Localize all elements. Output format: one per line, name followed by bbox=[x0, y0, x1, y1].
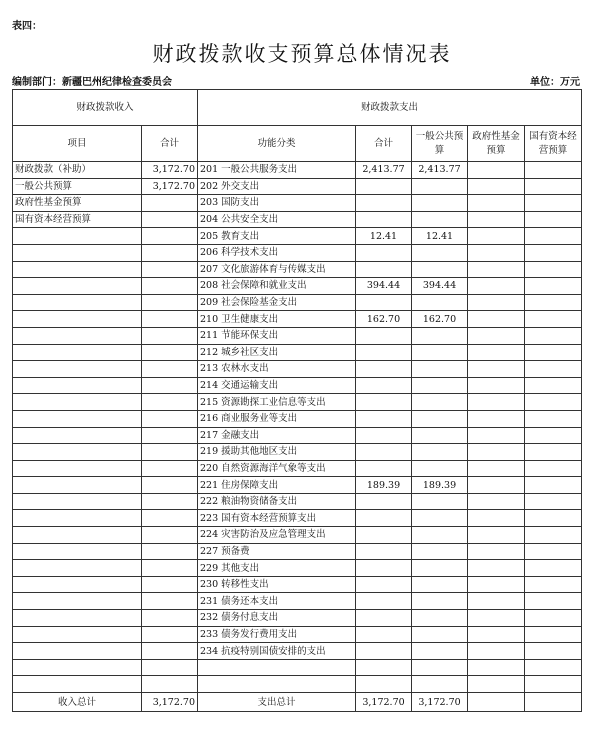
expense-total-cell bbox=[356, 626, 412, 643]
table-row bbox=[13, 178, 582, 195]
general-budget-cell bbox=[412, 427, 468, 444]
soe-budget-cell bbox=[525, 195, 582, 212]
table-row bbox=[13, 543, 582, 560]
fund-budget-cell bbox=[468, 361, 525, 378]
income-item-cell bbox=[13, 327, 142, 344]
expense-total-cell bbox=[356, 178, 412, 195]
general-budget-cell: 12.41 bbox=[412, 228, 468, 245]
general-budget-cell bbox=[412, 178, 468, 195]
income-item-cell bbox=[13, 576, 142, 593]
income-amount-cell bbox=[142, 211, 198, 228]
general-budget-header: 一般公共预算 bbox=[412, 126, 468, 162]
income-amount-cell bbox=[142, 460, 198, 477]
income-amount-cell bbox=[142, 626, 198, 643]
expense-total-cell: 189.39 bbox=[356, 477, 412, 494]
general-budget-cell: 2,413.77 bbox=[412, 162, 468, 179]
expense-total-cell bbox=[356, 294, 412, 311]
income-amount-cell bbox=[142, 377, 198, 394]
soe-budget-cell bbox=[525, 643, 582, 660]
income-item-cell bbox=[13, 493, 142, 510]
income-amount-cell bbox=[142, 244, 198, 261]
expense-category-cell: 224 灾害防治及应急管理支出 bbox=[198, 527, 356, 544]
expense-category-cell: 212 城乡社区支出 bbox=[198, 344, 356, 361]
soe-budget-cell bbox=[525, 444, 582, 461]
soe-budget-cell bbox=[525, 278, 582, 295]
fund-budget-cell bbox=[468, 626, 525, 643]
income-item-cell bbox=[13, 610, 142, 627]
general-budget-cell bbox=[412, 560, 468, 577]
soe-budget-header: 国有资本经营预算 bbox=[525, 126, 582, 162]
expense-category-cell: 232 债务付息支出 bbox=[198, 610, 356, 627]
table-row bbox=[13, 244, 582, 261]
table-row bbox=[13, 211, 582, 228]
table-row bbox=[13, 560, 582, 577]
table-row bbox=[13, 444, 582, 461]
soe-budget-cell bbox=[525, 493, 582, 510]
table-row bbox=[13, 510, 582, 527]
expense-category-cell: 213 农林水支出 bbox=[198, 361, 356, 378]
soe-budget-cell bbox=[525, 327, 582, 344]
income-total-amount: 3,172.70 bbox=[142, 693, 198, 712]
fund-budget-cell bbox=[468, 278, 525, 295]
table-row bbox=[13, 294, 582, 311]
general-budget-cell bbox=[412, 527, 468, 544]
table-row bbox=[13, 643, 582, 660]
income-item-cell bbox=[13, 659, 142, 676]
income-item-cell bbox=[13, 626, 142, 643]
soe-budget-cell bbox=[525, 560, 582, 577]
expense-category-cell: 223 国有资本经营预算支出 bbox=[198, 510, 356, 527]
expense-category-cell bbox=[198, 659, 356, 676]
soe-budget-cell bbox=[525, 178, 582, 195]
table-row bbox=[13, 676, 582, 693]
expense-category-cell: 222 粮油物资储备支出 bbox=[198, 493, 356, 510]
expense-total-cell: 162.70 bbox=[356, 311, 412, 328]
table-row bbox=[13, 311, 582, 328]
general-budget-cell bbox=[412, 460, 468, 477]
fund-budget-cell bbox=[468, 162, 525, 179]
expense-category-cell: 221 住房保障支出 bbox=[198, 477, 356, 494]
income-amount-cell bbox=[142, 610, 198, 627]
item-header: 项目 bbox=[13, 126, 142, 162]
expense-total-cell bbox=[356, 576, 412, 593]
expense-total-cell bbox=[356, 643, 412, 660]
expense-total-cell bbox=[356, 195, 412, 212]
income-amount-cell bbox=[142, 361, 198, 378]
fund-budget-cell bbox=[468, 444, 525, 461]
expense-total-cell bbox=[356, 344, 412, 361]
income-item-cell bbox=[13, 361, 142, 378]
expense-category-cell: 203 国防支出 bbox=[198, 195, 356, 212]
general-budget-cell bbox=[412, 410, 468, 427]
income-item-cell bbox=[13, 278, 142, 295]
income-amount-cell bbox=[142, 294, 198, 311]
general-budget-cell bbox=[412, 294, 468, 311]
general-budget-cell bbox=[412, 659, 468, 676]
general-budget-cell bbox=[412, 543, 468, 560]
income-amount-cell bbox=[142, 593, 198, 610]
header-row-columns bbox=[13, 126, 582, 162]
expense-category-cell: 202 外交支出 bbox=[198, 178, 356, 195]
page-title: 财政拨款收支预算总体情况表 bbox=[152, 42, 452, 66]
soe-budget-cell bbox=[525, 244, 582, 261]
general-budget-total: 3,172.70 bbox=[412, 693, 468, 712]
unit-label: 单位：万元 bbox=[530, 77, 580, 88]
soe-budget-cell bbox=[525, 610, 582, 627]
expense-category-cell: 229 其他支出 bbox=[198, 560, 356, 577]
income-item-cell bbox=[13, 261, 142, 278]
fund-budget-cell bbox=[468, 178, 525, 195]
general-budget-cell bbox=[412, 493, 468, 510]
income-item-cell: 国有资本经营预算 bbox=[13, 211, 142, 228]
fund-budget-cell bbox=[468, 460, 525, 477]
fund-budget-cell bbox=[468, 510, 525, 527]
income-amount-cell bbox=[142, 344, 198, 361]
fund-budget-cell bbox=[468, 643, 525, 660]
income-item-cell bbox=[13, 377, 142, 394]
income-item-cell bbox=[13, 410, 142, 427]
income-item-cell bbox=[13, 460, 142, 477]
table-row bbox=[13, 278, 582, 295]
income-item-cell: 政府性基金预算 bbox=[13, 195, 142, 212]
income-total-label: 收入总计 bbox=[13, 693, 142, 712]
table-row bbox=[13, 477, 582, 494]
expense-total-cell bbox=[356, 593, 412, 610]
expense-category-cell: 217 金融支出 bbox=[198, 427, 356, 444]
expense-total-cell bbox=[356, 211, 412, 228]
soe-budget-cell bbox=[525, 344, 582, 361]
general-budget-cell bbox=[412, 626, 468, 643]
income-item-cell bbox=[13, 643, 142, 660]
income-item-cell bbox=[13, 344, 142, 361]
soe-budget-cell bbox=[525, 394, 582, 411]
general-budget-cell bbox=[412, 261, 468, 278]
income-amount-cell bbox=[142, 228, 198, 245]
general-budget-cell bbox=[412, 327, 468, 344]
soe-budget-cell bbox=[525, 543, 582, 560]
fund-budget-cell bbox=[468, 244, 525, 261]
income-item-cell bbox=[13, 311, 142, 328]
expense-total-cell bbox=[356, 493, 412, 510]
expense-total-cell bbox=[356, 394, 412, 411]
category-header: 功能分类 bbox=[198, 126, 356, 162]
expense-category-cell: 220 自然资源海洋气象等支出 bbox=[198, 460, 356, 477]
table-tag: 表四： bbox=[12, 21, 42, 32]
soe-budget-cell bbox=[525, 659, 582, 676]
fund-budget-cell bbox=[468, 394, 525, 411]
expense-total-cell: 394.44 bbox=[356, 278, 412, 295]
soe-budget-total bbox=[525, 693, 582, 712]
fund-budget-cell bbox=[468, 228, 525, 245]
expense-grand-total: 3,172.70 bbox=[356, 693, 412, 712]
general-budget-cell: 394.44 bbox=[412, 278, 468, 295]
income-amount-cell bbox=[142, 261, 198, 278]
general-budget-cell bbox=[412, 211, 468, 228]
income-item-cell bbox=[13, 228, 142, 245]
soe-budget-cell bbox=[525, 211, 582, 228]
expense-category-cell: 206 科学技术支出 bbox=[198, 244, 356, 261]
general-budget-cell bbox=[412, 676, 468, 693]
fund-budget-cell bbox=[468, 261, 525, 278]
table-row bbox=[13, 576, 582, 593]
fund-budget-cell bbox=[468, 294, 525, 311]
table-row bbox=[13, 493, 582, 510]
expense-category-cell: 204 公共安全支出 bbox=[198, 211, 356, 228]
fund-budget-cell bbox=[468, 493, 525, 510]
soe-budget-cell bbox=[525, 477, 582, 494]
totals-row bbox=[13, 693, 582, 712]
expense-total-cell bbox=[356, 543, 412, 560]
income-amount-cell bbox=[142, 510, 198, 527]
income-item-cell bbox=[13, 676, 142, 693]
income-item-cell bbox=[13, 527, 142, 544]
general-budget-cell bbox=[412, 394, 468, 411]
fund-budget-cell bbox=[468, 410, 525, 427]
expense-total-cell bbox=[356, 261, 412, 278]
department-label: 编制部门：新疆巴州纪律检查委员会 bbox=[12, 77, 172, 88]
soe-budget-cell bbox=[525, 228, 582, 245]
table-row bbox=[13, 344, 582, 361]
expense-total-header: 合计 bbox=[356, 126, 412, 162]
expense-total-cell bbox=[356, 460, 412, 477]
fund-budget-cell bbox=[468, 527, 525, 544]
income-amount-cell bbox=[142, 659, 198, 676]
income-item-cell bbox=[13, 560, 142, 577]
fund-budget-cell bbox=[468, 311, 525, 328]
general-budget-cell bbox=[412, 610, 468, 627]
expense-category-cell: 209 社会保险基金支出 bbox=[198, 294, 356, 311]
budget-table bbox=[12, 89, 582, 712]
income-item-cell bbox=[13, 244, 142, 261]
fund-budget-cell bbox=[468, 543, 525, 560]
fund-budget-cell bbox=[468, 659, 525, 676]
expense-total-cell bbox=[356, 327, 412, 344]
expense-category-cell: 207 文化旅游体育与传媒支出 bbox=[198, 261, 356, 278]
income-amount-cell bbox=[142, 643, 198, 660]
fund-budget-cell bbox=[468, 610, 525, 627]
soe-budget-cell bbox=[525, 261, 582, 278]
general-budget-cell bbox=[412, 444, 468, 461]
expense-total-cell bbox=[356, 244, 412, 261]
general-budget-cell bbox=[412, 344, 468, 361]
income-amount-cell bbox=[142, 477, 198, 494]
general-budget-cell bbox=[412, 510, 468, 527]
general-budget-cell bbox=[412, 593, 468, 610]
table-row bbox=[13, 460, 582, 477]
income-item-cell: 财政拨款（补助） bbox=[13, 162, 142, 179]
expense-category-cell: 205 教育支出 bbox=[198, 228, 356, 245]
expense-category-cell: 234 抗疫特别国债安排的支出 bbox=[198, 643, 356, 660]
income-amount-cell bbox=[142, 278, 198, 295]
soe-budget-cell bbox=[525, 361, 582, 378]
soe-budget-cell bbox=[525, 377, 582, 394]
expense-total-cell bbox=[356, 560, 412, 577]
fund-budget-cell bbox=[468, 477, 525, 494]
expense-category-cell: 211 节能环保支出 bbox=[198, 327, 356, 344]
general-budget-cell bbox=[412, 377, 468, 394]
expense-category-cell: 201 一般公共服务支出 bbox=[198, 162, 356, 179]
income-item-cell bbox=[13, 593, 142, 610]
table-row bbox=[13, 593, 582, 610]
expense-category-cell: 230 转移性支出 bbox=[198, 576, 356, 593]
income-amount-cell bbox=[142, 327, 198, 344]
table-row bbox=[13, 228, 582, 245]
income-item-cell bbox=[13, 294, 142, 311]
fund-budget-cell bbox=[468, 211, 525, 228]
fund-budget-cell bbox=[468, 560, 525, 577]
expense-category-cell: 231 债务还本支出 bbox=[198, 593, 356, 610]
expense-category-cell: 210 卫生健康支出 bbox=[198, 311, 356, 328]
income-amount-cell bbox=[142, 560, 198, 577]
income-item-cell bbox=[13, 510, 142, 527]
expense-total-cell: 12.41 bbox=[356, 228, 412, 245]
soe-budget-cell bbox=[525, 410, 582, 427]
soe-budget-cell bbox=[525, 626, 582, 643]
income-amount-cell: 3,172.70 bbox=[142, 162, 198, 179]
soe-budget-cell bbox=[525, 576, 582, 593]
general-budget-cell bbox=[412, 361, 468, 378]
table-row bbox=[13, 195, 582, 212]
table-row bbox=[13, 261, 582, 278]
fund-budget-header: 政府性基金预算 bbox=[468, 126, 525, 162]
general-budget-cell: 189.39 bbox=[412, 477, 468, 494]
table-row bbox=[13, 377, 582, 394]
general-budget-cell bbox=[412, 244, 468, 261]
general-budget-cell bbox=[412, 576, 468, 593]
soe-budget-cell bbox=[525, 676, 582, 693]
expense-total-cell bbox=[356, 444, 412, 461]
income-item-cell bbox=[13, 427, 142, 444]
expense-category-cell: 208 社会保障和就业支出 bbox=[198, 278, 356, 295]
table-row bbox=[13, 162, 582, 179]
table-row bbox=[13, 361, 582, 378]
expense-total-cell bbox=[356, 676, 412, 693]
expense-total-cell bbox=[356, 410, 412, 427]
income-amount-cell bbox=[142, 427, 198, 444]
income-group-header: 财政拨款收入 bbox=[13, 90, 198, 126]
expense-total-cell bbox=[356, 610, 412, 627]
soe-budget-cell bbox=[525, 294, 582, 311]
income-amount-cell bbox=[142, 444, 198, 461]
income-amount-cell bbox=[142, 195, 198, 212]
income-amount-cell bbox=[142, 527, 198, 544]
expense-total-cell: 2,413.77 bbox=[356, 162, 412, 179]
expense-total-label: 支出总计 bbox=[198, 693, 356, 712]
fund-budget-cell bbox=[468, 676, 525, 693]
fund-budget-cell bbox=[468, 576, 525, 593]
table-row bbox=[13, 659, 582, 676]
income-amount-cell bbox=[142, 493, 198, 510]
fund-budget-cell bbox=[468, 195, 525, 212]
income-amount-cell bbox=[142, 311, 198, 328]
expense-category-cell: 233 债务发行费用支出 bbox=[198, 626, 356, 643]
fund-budget-cell bbox=[468, 377, 525, 394]
soe-budget-cell bbox=[525, 527, 582, 544]
expense-total-cell bbox=[356, 527, 412, 544]
expense-total-cell bbox=[356, 510, 412, 527]
income-total-header: 合计 bbox=[142, 126, 198, 162]
fund-budget-cell bbox=[468, 327, 525, 344]
income-amount-cell bbox=[142, 543, 198, 560]
fund-budget-total bbox=[468, 693, 525, 712]
income-amount-cell: 3,172.70 bbox=[142, 178, 198, 195]
income-item-cell bbox=[13, 543, 142, 560]
income-item-cell: 一般公共预算 bbox=[13, 178, 142, 195]
income-amount-cell bbox=[142, 576, 198, 593]
expense-group-header: 财政拨款支出 bbox=[198, 90, 582, 126]
fund-budget-cell bbox=[468, 427, 525, 444]
income-amount-cell bbox=[142, 410, 198, 427]
soe-budget-cell bbox=[525, 162, 582, 179]
expense-category-cell: 215 资源勘探工业信息等支出 bbox=[198, 394, 356, 411]
expense-total-cell bbox=[356, 361, 412, 378]
fund-budget-cell bbox=[468, 344, 525, 361]
income-item-cell bbox=[13, 394, 142, 411]
soe-budget-cell bbox=[525, 427, 582, 444]
table-row bbox=[13, 410, 582, 427]
soe-budget-cell bbox=[525, 593, 582, 610]
soe-budget-cell bbox=[525, 311, 582, 328]
soe-budget-cell bbox=[525, 460, 582, 477]
table-row bbox=[13, 327, 582, 344]
expense-total-cell bbox=[356, 659, 412, 676]
expense-category-cell: 214 交通运输支出 bbox=[198, 377, 356, 394]
soe-budget-cell bbox=[525, 510, 582, 527]
table-row bbox=[13, 626, 582, 643]
table-row bbox=[13, 610, 582, 627]
header-row-groups bbox=[13, 90, 582, 126]
expense-category-cell: 219 援助其他地区支出 bbox=[198, 444, 356, 461]
table-row bbox=[13, 394, 582, 411]
expense-total-cell bbox=[356, 427, 412, 444]
income-amount-cell bbox=[142, 676, 198, 693]
fund-budget-cell bbox=[468, 593, 525, 610]
table-row bbox=[13, 527, 582, 544]
expense-category-cell: 227 预备费 bbox=[198, 543, 356, 560]
table-row bbox=[13, 427, 582, 444]
general-budget-cell bbox=[412, 643, 468, 660]
income-item-cell bbox=[13, 444, 142, 461]
general-budget-cell bbox=[412, 195, 468, 212]
expense-category-cell: 216 商业服务业等支出 bbox=[198, 410, 356, 427]
income-item-cell bbox=[13, 477, 142, 494]
expense-total-cell bbox=[356, 377, 412, 394]
income-amount-cell bbox=[142, 394, 198, 411]
expense-category-cell bbox=[198, 676, 356, 693]
general-budget-cell: 162.70 bbox=[412, 311, 468, 328]
